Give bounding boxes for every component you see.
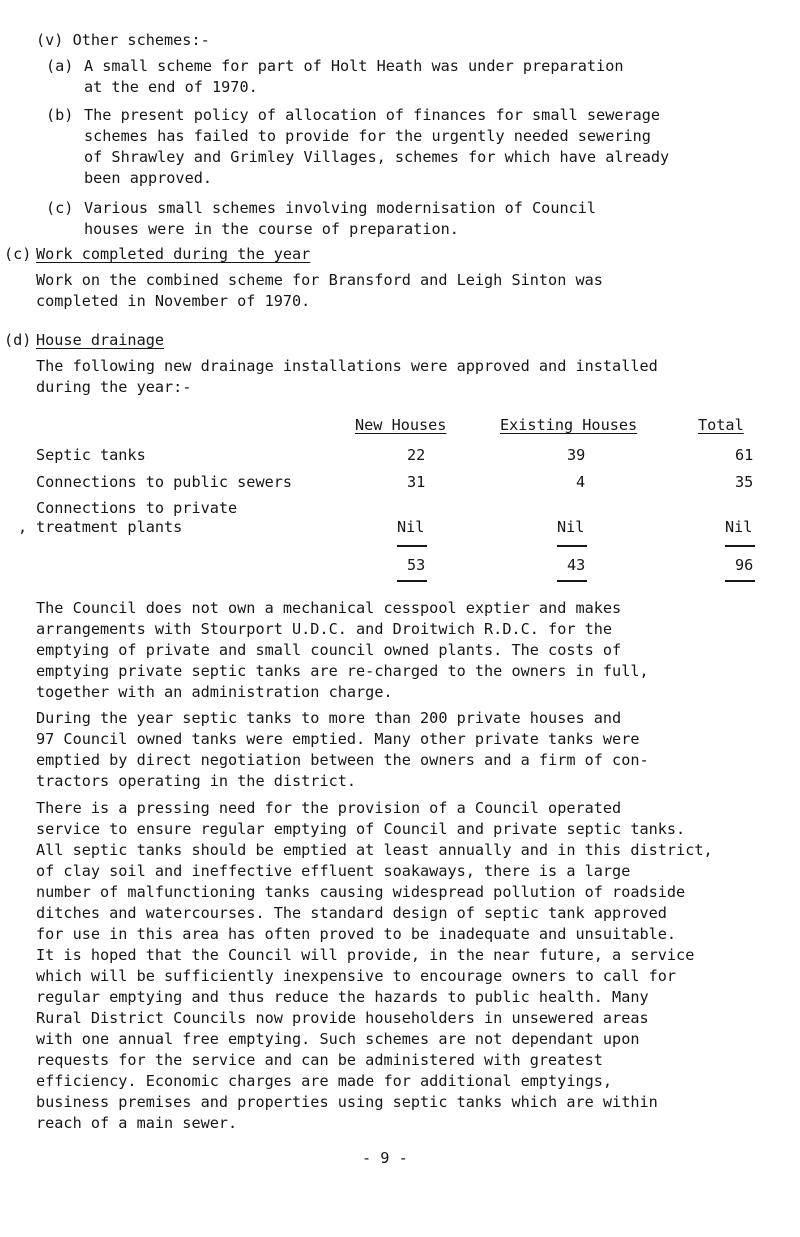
cell-new: Nil — [397, 518, 425, 536]
text-line: with one annual free emptying. Such schemes are not dependant upon — [36, 1030, 640, 1048]
text-line: at the end of 1970. — [84, 78, 258, 96]
total-rule — [725, 580, 755, 582]
text-line: tractors operating in the district. — [36, 772, 357, 790]
stray-mark: , — [18, 518, 28, 536]
text-line: together with an administration charge. — [36, 683, 393, 701]
section-v-heading: (v) Other schemes:- — [36, 31, 210, 49]
text-line: arrangements with Stourport U.D.C. and Droitwich R.D.C. for the — [36, 620, 613, 638]
cell-existing: Nil — [557, 518, 585, 536]
total-new: 53 — [407, 556, 426, 574]
paragraph-emptied — [36, 708, 649, 792]
text-line: Work on the combined scheme for Bransford and Leigh Sinton was — [36, 271, 603, 289]
item-b-marker: (b) — [46, 106, 74, 124]
text-line: business premises and properties using septic tanks which are within — [36, 1093, 658, 1111]
cell-total: 61 — [735, 446, 754, 464]
text-line: The following new drainage installations were approved and installed — [36, 357, 658, 375]
sum-rule — [557, 545, 587, 547]
total-total: 96 — [735, 556, 754, 574]
cell-total: 35 — [735, 473, 754, 491]
text-line: number of malfunctioning tanks causing widespread pollution of roadside — [36, 883, 686, 901]
item-a-text — [84, 56, 623, 98]
section-c-marker: (c) — [4, 245, 32, 263]
sum-rule — [725, 545, 755, 547]
total-rule — [557, 580, 587, 582]
text-line: ditches and watercourses. The standard design of septic tank approved — [36, 904, 667, 922]
sum-rule — [397, 545, 427, 547]
cell-existing: 39 — [567, 446, 586, 464]
text-line: Rural District Councils now provide householders in unsewered areas — [36, 1009, 649, 1027]
text-line: which will be sufficiently inexpensive to encourage owners to call for — [36, 967, 677, 985]
text-line: emptied by direct negotiation between the owners and a firm of con- — [36, 751, 649, 769]
text-line: emptying private septic tanks are re-charged to the owners in full, — [36, 662, 649, 680]
item-b-text — [84, 105, 669, 189]
paragraph-cesspool — [36, 598, 649, 703]
text-line: during the year:- — [36, 378, 192, 396]
cell-total: Nil — [725, 518, 753, 536]
item-a-marker: (a) — [46, 57, 74, 75]
text-line: It is hoped that the Council will provide, in the near future, a service — [36, 946, 695, 964]
text-line: service to ensure regular emptying of Council and private septic tanks. — [36, 820, 686, 838]
text-line: regular emptying and thus reduce the hazards to public health. Many — [36, 988, 649, 1006]
row-label: Septic tanks — [36, 446, 146, 464]
text-line: During the year septic tanks to more than 200 private houses and — [36, 709, 622, 727]
cell-existing: 4 — [576, 473, 586, 491]
text-line: schemes has failed to provide for the urgently needed sewering — [84, 127, 651, 145]
cell-new: 22 — [407, 446, 426, 464]
text-line: 97 Council owned tanks were emptied. Many other private tanks were — [36, 730, 640, 748]
paragraph-pressing-need — [36, 798, 713, 1134]
text-line: of Shrawley and Grimley Villages, schemes for which have already — [84, 148, 670, 166]
text-line: emptying of private and small council owned plants. The costs of — [36, 641, 622, 659]
row-label: treatment plants — [36, 518, 183, 536]
row-label: Connections to private — [36, 499, 238, 517]
text-line: reach of a main sewer. — [36, 1114, 238, 1132]
section-d-marker: (d) — [4, 331, 32, 349]
text-line: A small scheme for part of Holt Heath was under preparation — [84, 57, 624, 75]
text-line: been approved. — [84, 169, 213, 187]
col-header-total: Total — [698, 416, 744, 434]
text-line: of clay soil and ineffective effluent soakaways, there is a large — [36, 862, 631, 880]
section-c-heading: Work completed during the year — [36, 245, 311, 263]
text-line: completed in November of 1970. — [36, 292, 311, 310]
section-d-text — [36, 356, 658, 398]
total-rule — [397, 580, 427, 582]
section-c-text — [36, 270, 603, 312]
page-number: - 9 - — [362, 1149, 408, 1167]
total-existing: 43 — [567, 556, 586, 574]
text-line: requests for the service and can be administered with greatest — [36, 1051, 603, 1069]
col-header-existing-houses: Existing Houses — [500, 416, 638, 434]
text-line: The Council does not own a mechanical cesspool exptier and makes — [36, 599, 622, 617]
col-header-new-houses: New Houses — [355, 416, 447, 434]
item-c-text — [84, 198, 596, 240]
text-line: The present policy of allocation of finances for small sewerage — [84, 106, 661, 124]
item-c-marker: (c) — [46, 199, 74, 217]
text-line: There is a pressing need for the provision of a Council operated — [36, 799, 622, 817]
text-line: efficiency. Economic charges are made for additional emptyings, — [36, 1072, 613, 1090]
section-d-heading: House drainage — [36, 331, 165, 349]
text-line: for use in this area has often proved to be inadequate and unsuitable. — [36, 925, 677, 943]
row-label: Connections to public sewers — [36, 473, 293, 491]
cell-new: 31 — [407, 473, 426, 491]
text-line: Various small schemes involving modernisation of Council — [84, 199, 597, 217]
text-line: houses were in the course of preparation. — [84, 220, 459, 238]
text-line: All septic tanks should be emptied at least annually and in this district, — [36, 841, 713, 859]
